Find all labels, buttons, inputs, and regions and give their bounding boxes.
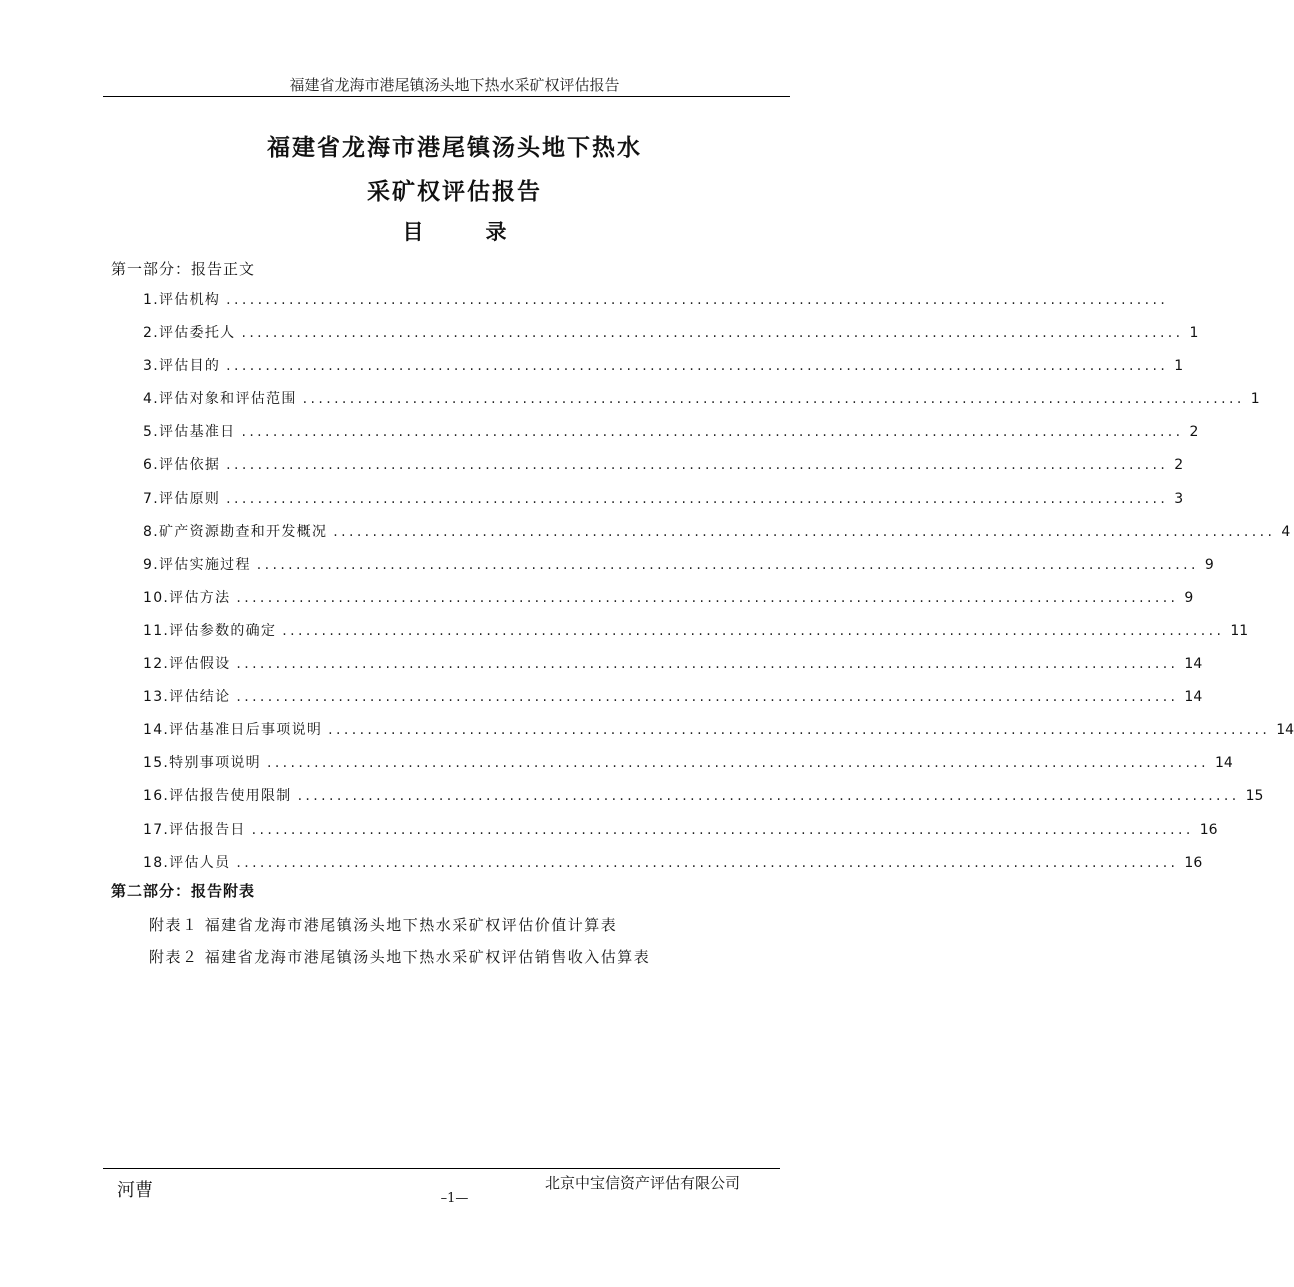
- toc-item-page: 14: [1276, 722, 1294, 739]
- toc-leader-dots: ........................................................................................................................: [251, 821, 1194, 838]
- toc-item-number: 14.: [143, 722, 170, 739]
- toc-item-label: 评估方法: [169, 589, 231, 606]
- toc-leader-dots: ........................................................................................................................: [241, 325, 1184, 342]
- toc-leader-dots: ........................................................................................................................: [297, 788, 1240, 805]
- toc-item-number: 3.: [143, 358, 159, 375]
- toc-leader-dots: ........................................................................................................................: [302, 391, 1245, 408]
- toc-item-label: 评估基准日后事项说明: [169, 722, 323, 739]
- toc-leader-dots: ........................................................................................................................: [328, 722, 1271, 739]
- toc-leader-dots: ........................................................................................................................: [236, 589, 1179, 606]
- toc-item-page: 14: [1215, 755, 1233, 772]
- report-title-line1: 福建省龙海市港尾镇汤头地下热水: [267, 134, 642, 161]
- toc-item-page: 1: [1189, 325, 1199, 342]
- part1-heading: 第一部分：报告正文: [111, 260, 256, 278]
- toc-item-page: 2: [1174, 457, 1184, 474]
- page-number: –1—: [440, 1191, 469, 1206]
- toc-leader-dots: ........................................................................................................................: [333, 523, 1276, 540]
- toc-leader-dots: ........................................................................................................................: [266, 755, 1210, 772]
- toc-item[interactable]: [143, 388, 1260, 421]
- toc-item[interactable]: [143, 554, 1214, 587]
- running-header: 福建省龙海市港尾镇汤头地下热水采矿权评估报告: [289, 76, 620, 94]
- toc-item-number: 8.: [143, 523, 159, 540]
- toc-item-label: 特别事项说明: [169, 755, 261, 772]
- toc-item-number: 13.: [143, 689, 170, 706]
- toc-item-page: 9: [1184, 589, 1194, 606]
- header-rule: [103, 96, 790, 97]
- toc-leader-dots: ........................................................................................................................: [236, 689, 1179, 706]
- toc-leader-dots: ........................................................................................................................: [226, 457, 1169, 474]
- appendix-item-2[interactable]: 附表２ 福建省龙海市港尾镇汤头地下热水采矿权评估销售收入估算表: [149, 948, 651, 966]
- toc-item[interactable]: [143, 686, 1203, 719]
- toc-leader-dots: ........................................................................................................................: [241, 424, 1184, 441]
- toc-item-label: 评估人员: [169, 854, 231, 871]
- toc-item-number: 12.: [143, 656, 170, 673]
- toc-item[interactable]: [143, 454, 1184, 487]
- toc-item-number: 2.: [143, 325, 159, 342]
- toc-item-label: 评估假设: [169, 656, 231, 673]
- toc-leader-dots: ........................................................................................................................: [226, 490, 1169, 507]
- toc-item[interactable]: [143, 322, 1199, 355]
- toc-item[interactable]: [143, 752, 1233, 785]
- toc-item-label: 矿产资源勘查和开发概况: [158, 523, 328, 540]
- toc-item-label: 评估实施过程: [158, 556, 251, 573]
- toc-item-number: 17.: [143, 821, 170, 838]
- toc-item-page: 2: [1189, 424, 1199, 441]
- toc-item-page: 1: [1174, 358, 1184, 375]
- toc-leader-dots: ........................................................................................................................: [226, 358, 1169, 375]
- toc-item-page: 16: [1199, 821, 1218, 838]
- toc-leader-dots: ........................................................................................................................: [256, 556, 1199, 573]
- toc-item-number: 11.: [143, 622, 170, 639]
- toc-item-page: 4: [1281, 523, 1291, 540]
- toc-item-label: 评估结论: [169, 689, 231, 706]
- toc-item[interactable]: [143, 488, 1184, 521]
- toc-item-label: 评估对象和评估范围: [158, 391, 297, 408]
- toc-item[interactable]: [143, 819, 1218, 852]
- toc-leader-dots: ........................................................................................................................: [282, 622, 1225, 639]
- toc-item-number: 15.: [143, 755, 170, 772]
- toc-item[interactable]: [143, 620, 1249, 653]
- toc-item[interactable]: [143, 421, 1199, 454]
- toc-leader-dots: ........................................................................................................................: [226, 292, 1169, 308]
- toc-item-number: 6.: [143, 457, 159, 474]
- toc-heading-char1: 目: [402, 219, 424, 244]
- toc-heading: [0, 216, 909, 246]
- toc-item-number: 4.: [143, 391, 159, 408]
- toc-item-number: 9.: [143, 556, 159, 573]
- part2-heading: 第二部分：报告附表: [111, 882, 256, 900]
- toc-item-page: 15: [1245, 788, 1264, 805]
- toc-item[interactable]: [143, 521, 1291, 554]
- toc-item-number: 18.: [143, 854, 170, 871]
- toc-item[interactable]: [143, 785, 1264, 818]
- toc-item[interactable]: [143, 289, 1169, 322]
- footer-rule: [103, 1168, 780, 1169]
- toc-item-number: 10.: [143, 589, 170, 606]
- toc-item[interactable]: [143, 587, 1194, 620]
- toc-item-page: 3: [1174, 490, 1184, 507]
- footer-company-name: 北京中宝信资产评估有限公司: [545, 1174, 741, 1192]
- report-title-line2: 采矿权评估报告: [367, 178, 542, 205]
- toc-item-label: 评估委托人: [158, 325, 236, 342]
- toc-item-page: 11: [1230, 622, 1249, 639]
- toc-item-number: 7.: [143, 490, 159, 507]
- toc-leader-dots: ........................................................................................................................: [236, 854, 1179, 871]
- toc-item-page: 9: [1204, 556, 1214, 573]
- toc-item-number: 5.: [143, 424, 159, 441]
- toc-item-label: 评估机构: [158, 292, 221, 308]
- toc-heading-char2: 录: [485, 219, 507, 244]
- toc-item-label: 评估目的: [158, 358, 221, 375]
- toc-list: [143, 289, 1294, 885]
- toc-item-number: 1.: [143, 292, 159, 308]
- toc-item-label: 评估报告使用限制: [169, 788, 292, 805]
- toc-item[interactable]: [143, 355, 1184, 388]
- footer-left-note: 河曹: [117, 1180, 153, 1201]
- toc-item[interactable]: [143, 653, 1203, 686]
- toc-leader-dots: ........................................................................................................................: [236, 656, 1179, 673]
- toc-item-label: 评估报告日: [169, 821, 246, 838]
- toc-item-page: 16: [1184, 854, 1203, 871]
- toc-item-label: 评估原则: [158, 490, 221, 507]
- toc-item-page: 14: [1184, 689, 1203, 706]
- toc-item-label: 评估参数的确定: [169, 622, 277, 639]
- toc-item-page: 1: [1250, 391, 1260, 408]
- toc-item-page: 14: [1184, 656, 1203, 673]
- toc-item-label: 评估依据: [158, 457, 221, 474]
- toc-item-number: 16.: [143, 788, 170, 805]
- appendix-item-1[interactable]: 附表１ 福建省龙海市港尾镇汤头地下热水采矿权评估价值计算表: [149, 916, 618, 934]
- toc-item[interactable]: [143, 719, 1294, 752]
- toc-item-label: 评估基准日: [158, 424, 236, 441]
